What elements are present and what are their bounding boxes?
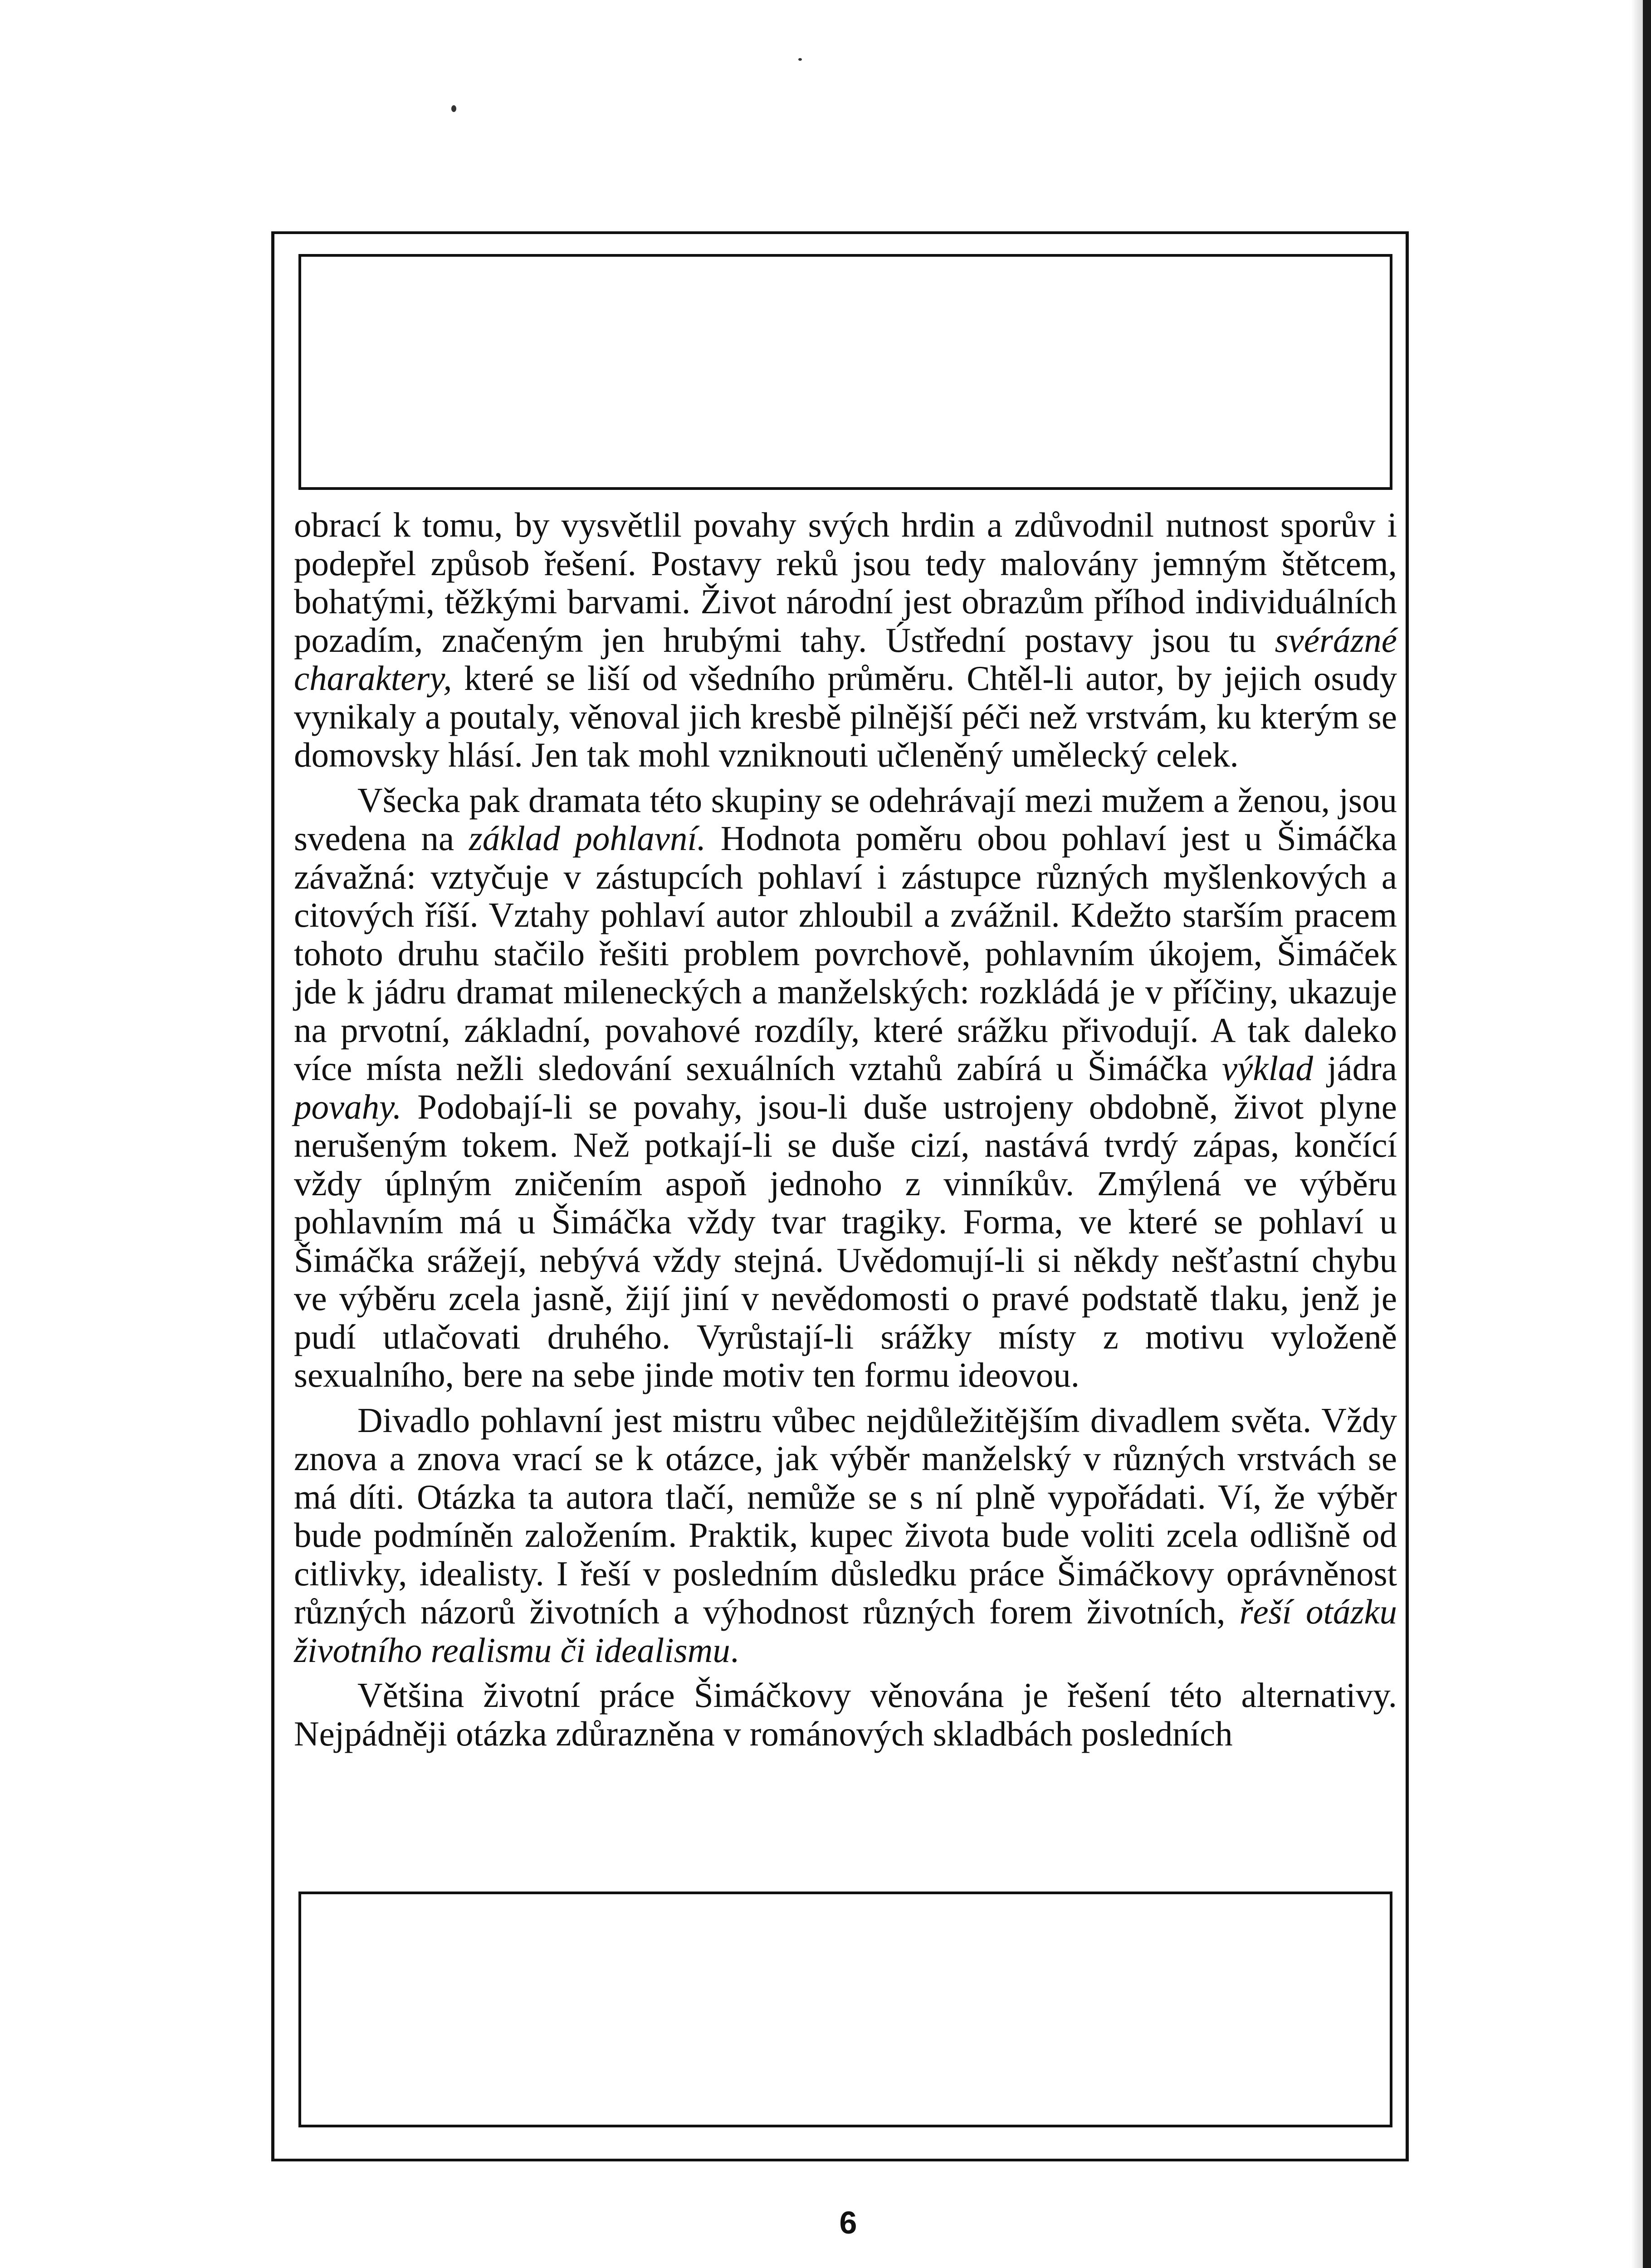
- page-number: 6: [839, 2205, 857, 2240]
- print-speck: [798, 58, 802, 61]
- paragraph-text: Podobají-li se povahy, jsou-li duše ustrojeny obdobně, život plyne nerušeným tokem. Než potkají-li se duše cizí, nastává tvrdý zápas, končící vždy úplným zničením aspoň jednoho z vinníkův. Zmýlená ve výběru pohlavním má u Šimáčka vždy tvar tragiky. Forma, ve které se pohlaví u Šimáčka srážejí, nebývá vždy stejná. Uvědomují-li si někdy nešťastní chybu ve výběru zcela jasně, žijí jiní v nevědomosti o pravé podstatě tlaku, jenž je pudí utlačovati druhého. Vyrůstají-li srážky místy z motivu vyloženě sexualního, bere na sebe jinde motiv ten formu ideovou.: [294, 1087, 1397, 1394]
- page-edge: [1643, 0, 1651, 2268]
- italic-emphasis: řeší otázku životního realismu či idealismu: [294, 1592, 1397, 1670]
- italic-emphasis: základ pohlavní.: [469, 819, 706, 858]
- italic-emphasis: výklad: [1222, 1049, 1313, 1088]
- paragraph-text: které se liší od všedního průměru. Chtěl-li autor, by jejich osudy vynikaly a poutaly, věnoval jich kresbě pilnější péči než vrstvám, ku kterým se domovsky hlásí. Jen tak mohl vzniknouti učleněný umělecký celek.: [294, 659, 1397, 774]
- bottom-ornament-box: [298, 1892, 1392, 2127]
- paragraph-text: Všecka pak dramata této skupiny se odehrávají mezi mužem a ženou, jsou svedena na: [294, 780, 1397, 858]
- top-ornament-box: [298, 254, 1392, 490]
- italic-emphasis: povahy.: [294, 1087, 402, 1126]
- paragraph-4: [294, 1676, 1397, 1753]
- paragraph-text: .: [730, 1630, 739, 1670]
- paragraph-text: Divadlo pohlavní jest mistru vůbec nejdůležitějším divadlem světa. Vždy znova a znova vrací se k otázce, jak výběr manželský v různých vrstvách se má díti. Otázka ta autora tlačí, nemůže se s ní plně vypořádati. Ví, že výběr bude podmíněn založením. Praktik, kupec života bude voliti zcela odlišně od citlivky, idealisty. I řeší v posledním důsledku práce Šimáčkovy oprávněnost různých názorů životních a výhodnost různých forem životních,: [294, 1400, 1397, 1631]
- body-text: [294, 506, 1397, 1753]
- italic-emphasis: svérázné charaktery,: [294, 620, 1397, 698]
- page-edge-shadow: [1631, 0, 1643, 2268]
- paragraph-3: [294, 1401, 1397, 1670]
- paragraph-text: Většina životní práce Šimáčkovy věnována je řešení této alternativy. Nejpádněji otázka zdůrazněna v románových skladbách posledních: [294, 1676, 1397, 1753]
- paragraph-text: obrací k tomu, by vysvětlil povahy svých hrdin a zdůvodnil nutnost sporův i podepřel způsob řešení. Postavy reků jsou tedy malovány jemným štětcem, bohatými, těžkými barvami. Život národní jest obrazům příhod individuálních pozadím, značeným jen hrubými tahy. Ústřední postavy jsou tu: [294, 505, 1397, 660]
- print-speck: [451, 105, 456, 112]
- paragraph-text: Hodnota poměru obou pohlaví jest u Šimáčka závažná: vztyčuje v zástupcích pohlaví i zástupce různých myšlenkových a citových říší. Vztahy pohlaví autor zhloubil a zvážnil. Kdežto starším pracem tohoto druhu stačilo řešiti problem povrchově, pohlavním úkojem, Šimáček jde k jádru dramat mileneckých a manželských: rozkládá je v příčiny, ukazuje na prvotní, základní, povahové rozdíly, které srážku přivodují. A tak daleko více místa nežli sledování sexuálních vztahů zabírá u Šimáčka: [294, 819, 1397, 1088]
- paragraph-2: [294, 781, 1397, 1394]
- frame-bottom-rule: [271, 2159, 1409, 2161]
- paragraph-text: jádra: [1313, 1049, 1397, 1088]
- paragraph-1: [294, 506, 1397, 774]
